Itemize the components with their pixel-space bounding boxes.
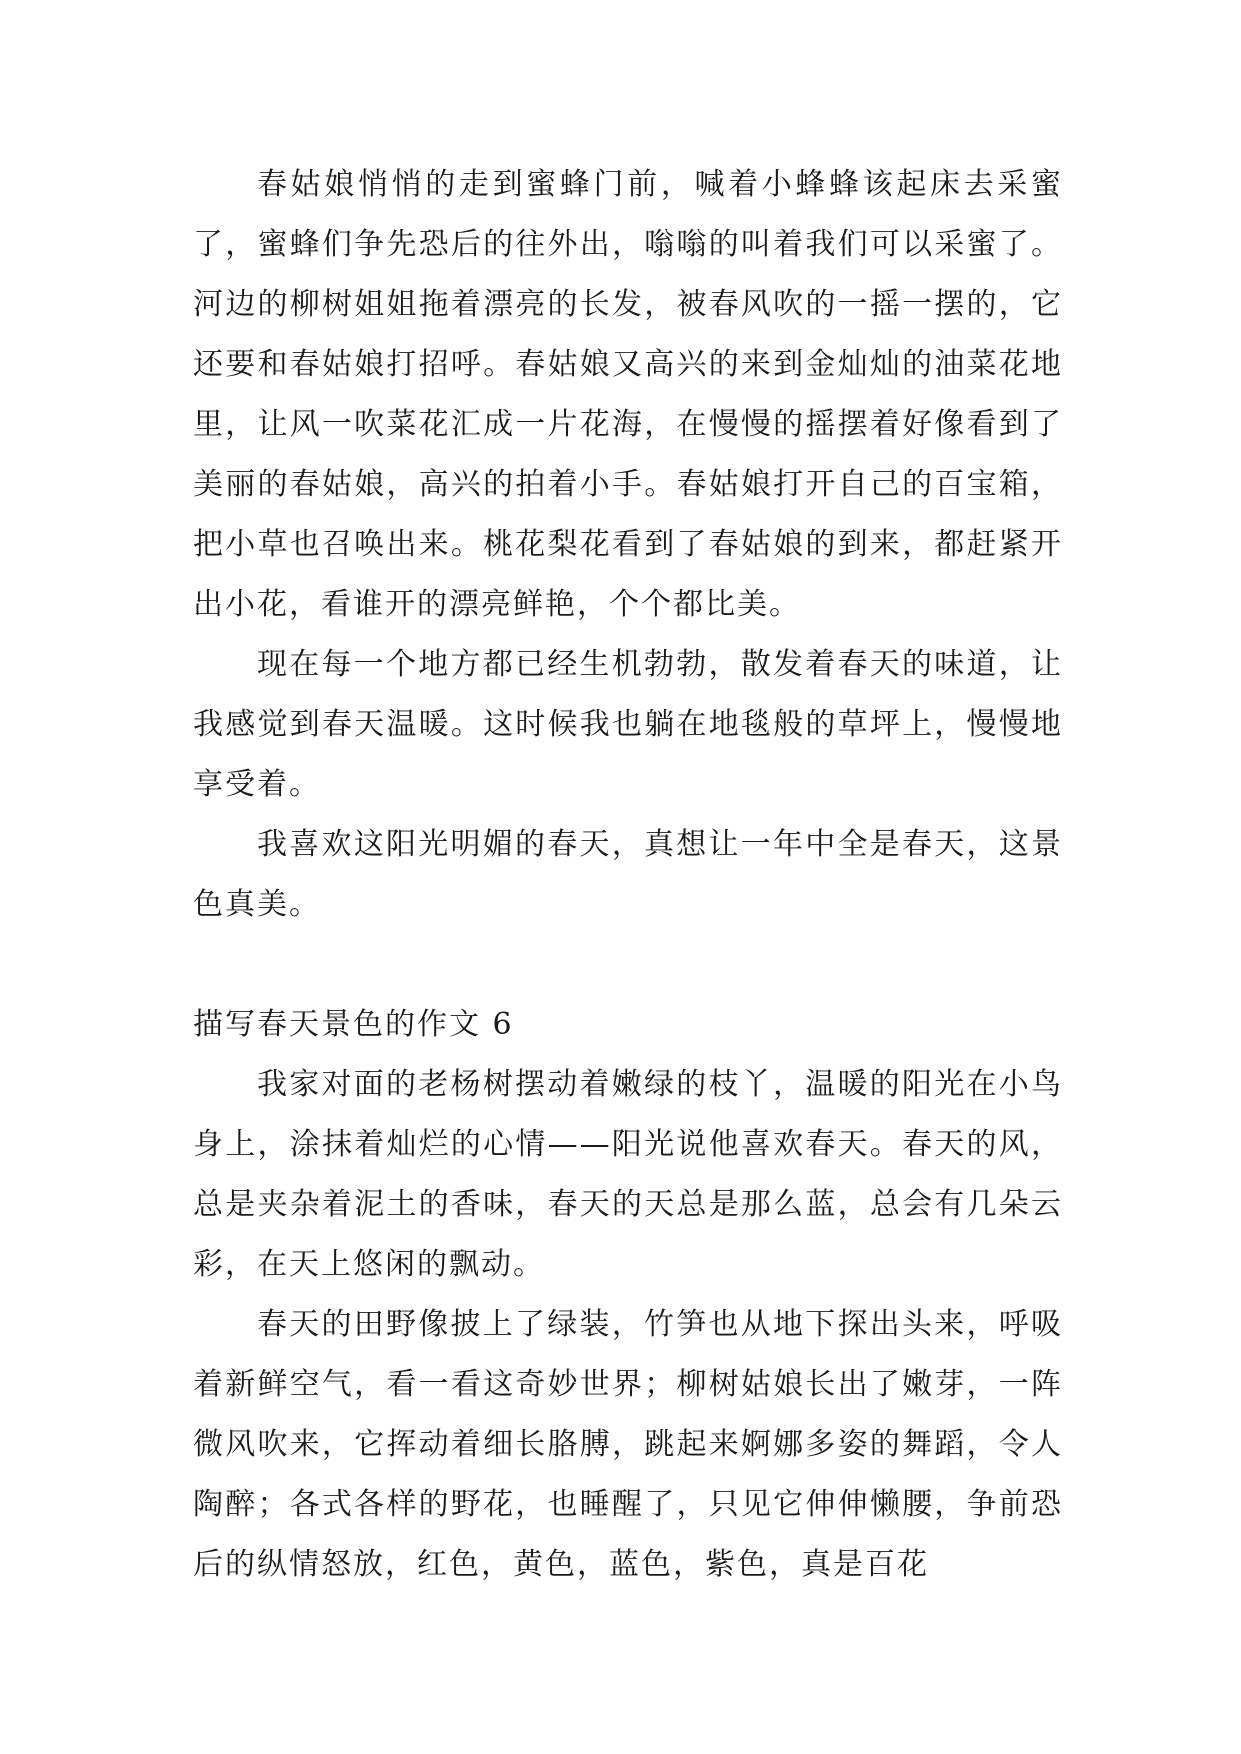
paragraph-everywhere-vitality: 现在每一个地方都已经生机勃勃，散发着春天的味道，让我感觉到春天温暖。这时候我也躺在地毯般的草坪上，慢慢地享受着。 (193, 647, 1063, 802)
paragraph-spring-girl: 春姑娘悄悄的走到蜜蜂门前，喊着小蜂蜂该起床去采蜜了，蜜蜂们争先恐后的往外出，嗡嗡的叫着我们可以采蜜了。河边的柳树姐姐拖着漂亮的长发，被春风吹的一摇一摆的，它还要和春姑娘打招呼。春姑娘又高兴的来到金灿灿的油菜花地里，让风一吹菜花汇成一片花海，在慢慢的摇摆着好像看到了美丽的春姑娘，高兴的拍着小手。春姑娘打开自己的百宝箱，把小草也召唤出来。桃花梨花看到了春姑娘的到来，都赶紧开出小花，看谁开的漂亮鲜艳，个个都比美。 (193, 167, 1063, 622)
section-title: 描写春天景色的作文 6 (193, 1007, 514, 1042)
paragraph-old-poplar: 我家对面的老杨树摆动着嫩绿的枝丫，温暖的阳光在小鸟身上，涂抹着灿烂的心情——阳光说他喜欢春天。春天的风，总是夹杂着泥土的香味，春天的天总是那么蓝，总会有几朵云彩，在天上悠闲的飘动。 (193, 1067, 1063, 1282)
paragraph-i-love-spring: 我喜欢这阳光明媚的春天，真想让一年中全是春天，这景色真美。 (193, 827, 1063, 922)
section-spacer (193, 935, 1063, 995)
paragraph-spring-fields: 春天的田野像披上了绿装，竹笋也从地下探出头来，呼吸着新鲜空气，看一看这奇妙世界；柳树姑娘长出了嫩芽，一阵微风吹来，它挥动着细长胳膊，跳起来婀娜多姿的舞蹈，令人陶醉；各式各样的野花，也睡醒了，只见它伸伸懒腰，争前恐后的纵情怒放，红色，黄色，蓝色，紫色，真是百花 (193, 1307, 1063, 1582)
document-body (193, 155, 1063, 1595)
